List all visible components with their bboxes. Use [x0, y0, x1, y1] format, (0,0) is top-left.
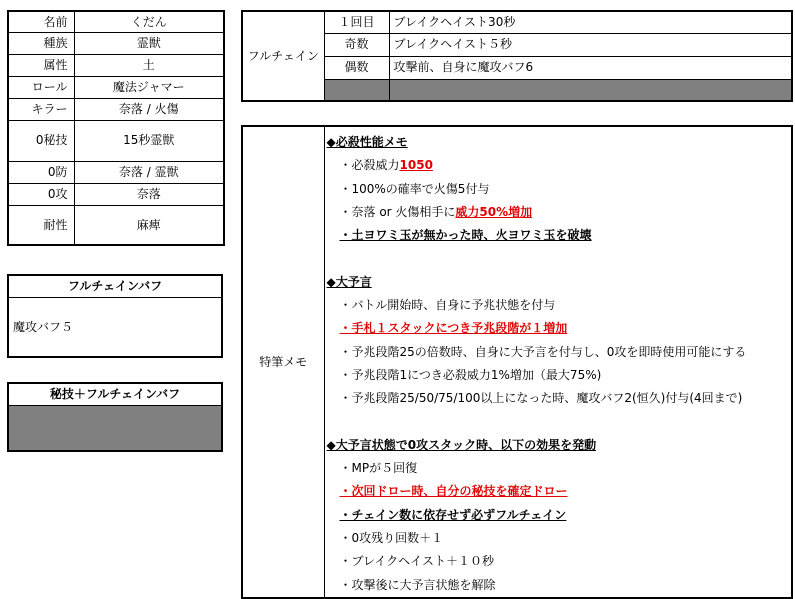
profile-row-name	[8, 11, 224, 32]
memo-line: ・予兆段階1につき必殺威力1%増加（最大75%)	[339, 367, 602, 382]
profile-value: 土	[74, 54, 224, 76]
hiwaza-buff-empty	[8, 405, 222, 451]
memo-line: ・バトル開始時、自身に予兆状態を付与	[339, 298, 556, 313]
profile-row-role	[8, 76, 224, 98]
profile-label: 耐性	[8, 205, 74, 245]
memo-section-title: ◆大予言状態で0攻スタック時、以下の効果を発動	[326, 437, 597, 452]
fullchain-row-empty	[242, 79, 792, 101]
memo-line: ・ブレイクヘイスト＋１０秒	[339, 554, 495, 569]
profile-row-race	[8, 32, 224, 54]
fullchain-row	[242, 56, 792, 79]
profile-label: 0攻	[8, 183, 74, 205]
hiwaza-buff-title: 秘技＋フルチェインバフ	[8, 383, 222, 405]
memo-line: ・予兆段階25の倍数時、自身に大予言を付与し、0攻を即時使用可能にする	[339, 344, 747, 359]
fullchain-table	[241, 10, 793, 102]
fullchain-buff-value: 魔攻バフ５	[8, 297, 222, 357]
profile-table	[7, 10, 225, 246]
fullchain-buff-table	[7, 274, 223, 358]
profile-value: 奈落 / 霊獣	[74, 161, 224, 183]
memo-line: ・チェイン数に依存せず必ずフルチェイン	[339, 507, 567, 522]
memo-line: ・MPが５回復	[339, 461, 418, 476]
memo-label: 特筆メモ	[242, 126, 324, 598]
profile-label: キラー	[8, 98, 74, 120]
profile-label: 0防	[8, 161, 74, 183]
memo-content	[324, 126, 792, 598]
profile-row-element	[8, 54, 224, 76]
profile-value: 麻痺	[74, 205, 224, 245]
fullchain-key: 偶数	[324, 56, 389, 79]
profile-value: 15秒霊獣	[74, 120, 224, 161]
fullchain-value: ブレイクヘイスト30秒	[389, 11, 792, 33]
memo-line: ・攻撃後に大予言状態を解除	[339, 577, 496, 592]
memo-line: ・奈落 or 火傷相手に威力50%増加	[339, 204, 533, 219]
memo-highlight: 威力50%増加	[455, 204, 533, 219]
profile-label: ロール	[8, 76, 74, 98]
profile-value: 霊獣	[74, 32, 224, 54]
fullchain-key: １回目	[324, 11, 389, 33]
memo-section-title: ◆必殺性能メモ	[326, 135, 408, 149]
fullchain-buff-title: フルチェインバフ	[8, 275, 222, 297]
hiwaza-buff-table	[7, 382, 223, 452]
fullchain-empty-value	[389, 79, 792, 101]
fullchain-empty-key	[324, 79, 389, 101]
memo-line: ・0攻残り回数＋１	[339, 531, 444, 546]
memo-line	[325, 317, 792, 340]
profile-value: くだん	[74, 11, 224, 32]
memo-highlight: ・手札１スタックにつき予兆段階が１増加	[339, 321, 568, 336]
memo-line	[325, 480, 792, 503]
fullchain-value: 攻撃前、自身に魔攻バフ6	[389, 56, 792, 79]
profile-row-0hiwaza	[8, 120, 224, 161]
profile-label: 属性	[8, 54, 74, 76]
fullchain-value: ブレイクヘイスト５秒	[389, 33, 792, 56]
profile-row-killer	[8, 98, 224, 120]
profile-value: 奈落	[74, 183, 224, 205]
profile-row-resist	[8, 205, 224, 245]
fullchain-label: フルチェイン	[242, 11, 324, 101]
profile-label: 名前	[8, 11, 74, 32]
memo-table	[241, 125, 793, 599]
fullchain-key: 奇数	[324, 33, 389, 56]
profile-label: 種族	[8, 32, 74, 54]
memo-line: ・100%の確率で火傷5付与	[339, 181, 490, 196]
memo-line: ・土ヨワミ玉が無かった時、火ヨワミ玉を破壊	[339, 228, 592, 243]
profile-row-0bou	[8, 161, 224, 183]
memo-line: ・予兆段階25/50/75/100以上になった時、魔攻バフ2(恒久)付与(4回まで)	[339, 391, 743, 406]
profile-label: 0秘技	[8, 120, 74, 161]
fullchain-row	[242, 11, 792, 33]
memo-line: ・必殺威力1050	[339, 158, 433, 173]
memo-section-title: ◆大予言	[326, 274, 372, 289]
profile-value: 奈落 / 火傷	[74, 98, 224, 120]
fullchain-row	[242, 33, 792, 56]
memo-highlight: ・次回ドロー時、自分の秘技を確定ドロー	[339, 484, 568, 499]
memo-highlight: 1050	[399, 158, 433, 173]
profile-value: 魔法ジャマー	[74, 76, 224, 98]
profile-row-0kou	[8, 183, 224, 205]
